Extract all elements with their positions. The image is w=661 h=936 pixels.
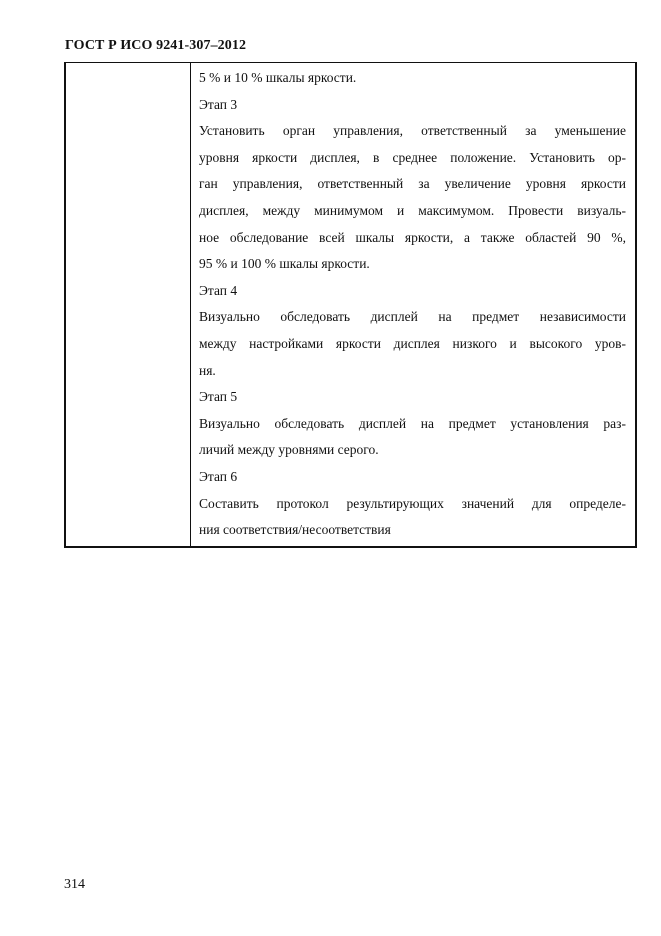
text-line: Визуально обследовать дисплей на предмет независимости [199,309,626,325]
text-line: личий между уровнями серого. [199,442,379,458]
procedure-table [64,62,637,548]
text-line: Этап 3 [199,96,238,112]
text-line: ня. [199,362,216,378]
text-line: Составить протокол результирующих значений для определе- [199,495,626,511]
text-line: Этап 4 [199,282,238,298]
text-line: дисплея, между минимумом и максимумом. Провести визуаль- [199,202,626,218]
text-line: ган управления, ответственный за увеличение уровня яркости [199,176,626,192]
page-number: 314 [64,877,85,892]
text-line: Этап 6 [199,468,238,484]
text-line: между настройками яркости дисплея низкого и высокого уров- [199,335,626,351]
text-line: Этап 5 [199,389,238,405]
text-line: Визуально обследовать дисплей на предмет установления раз- [199,415,626,431]
text-line: ния соответствия/несоответствия [199,522,391,538]
text-line: уровня яркости дисплея, в среднее положение. Установить ор- [199,149,626,165]
procedure-steps-cell [199,65,626,544]
document-header: ГОСТ Р ИСО 9241-307–2012 [65,38,247,53]
column-divider [190,63,191,546]
text-line: 5 % и 10 % шкалы яркости. [199,70,357,85]
text-line: ное обследование всей шкалы яркости, а также областей 90 %, [199,229,626,245]
text-line: Установить орган управления, ответственный за уменьшение [199,123,626,139]
text-line: 95 % и 100 % шкалы яркости. [199,256,370,272]
